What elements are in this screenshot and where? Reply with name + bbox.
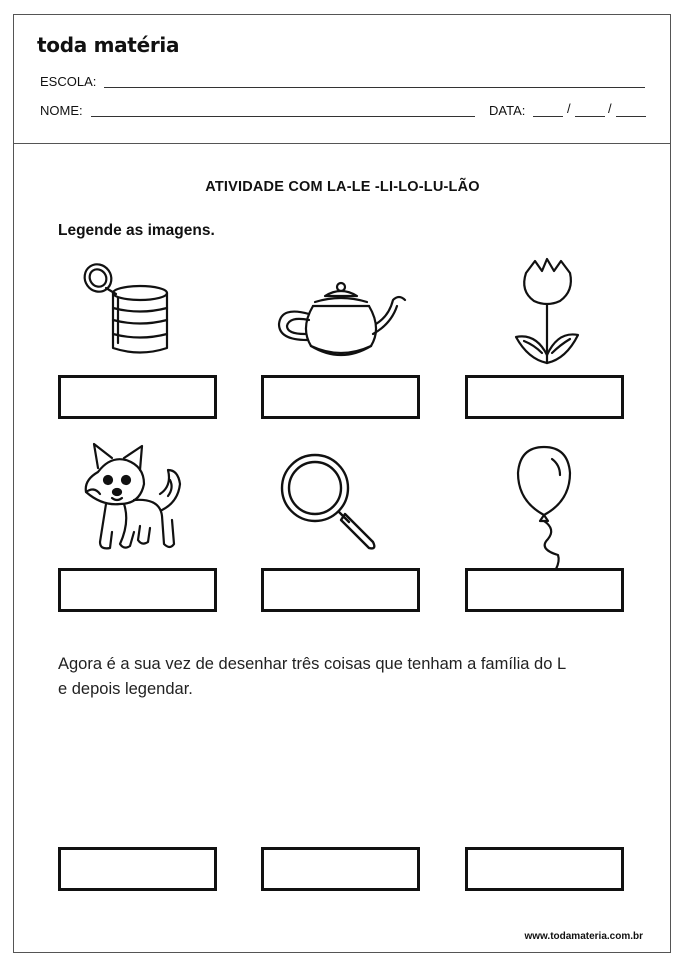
brand-logo: toda matéria (37, 33, 180, 57)
tulip-icon (512, 255, 582, 367)
wolf-cub-icon (80, 440, 184, 558)
footer-url: www.todamateria.com.br (524, 931, 643, 942)
date-month-field[interactable] (575, 116, 605, 117)
magnifying-glass-icon (277, 450, 381, 554)
balloon-icon (512, 443, 578, 571)
caption-box-1[interactable] (58, 375, 217, 419)
activity-title: ATIVIDADE COM LA-LE -LI-LO-LU-LÃO (205, 179, 480, 195)
can-icon (78, 258, 178, 360)
caption-box-4[interactable] (58, 568, 217, 612)
caption-box-6[interactable] (465, 568, 624, 612)
caption-box-2[interactable] (261, 375, 420, 419)
date-separator: / (608, 101, 612, 116)
drawing-instruction-line-2: e depois legendar. (58, 680, 193, 698)
drawing-instruction (58, 652, 638, 702)
date-separator: / (567, 101, 571, 116)
name-field[interactable] (91, 116, 475, 117)
caption-box-5[interactable] (261, 568, 420, 612)
drawing-caption-box-2[interactable] (261, 847, 420, 891)
teapot-icon (275, 280, 409, 362)
caption-box-3[interactable] (465, 375, 624, 419)
drawing-caption-box-1[interactable] (58, 847, 217, 891)
drawing-instruction-line-1: Agora é a sua vez de desenhar três coisas que tenham a família do L (58, 655, 567, 673)
date-day-field[interactable] (533, 116, 563, 117)
date-year-field[interactable] (616, 116, 646, 117)
date-label: DATA: (489, 103, 526, 118)
name-label: NOME: (40, 103, 83, 118)
school-field[interactable] (104, 87, 645, 88)
drawing-caption-box-3[interactable] (465, 847, 624, 891)
activity-instruction: Legende as imagens. (58, 222, 215, 239)
header-divider (13, 143, 671, 144)
school-label: ESCOLA: (40, 74, 97, 89)
